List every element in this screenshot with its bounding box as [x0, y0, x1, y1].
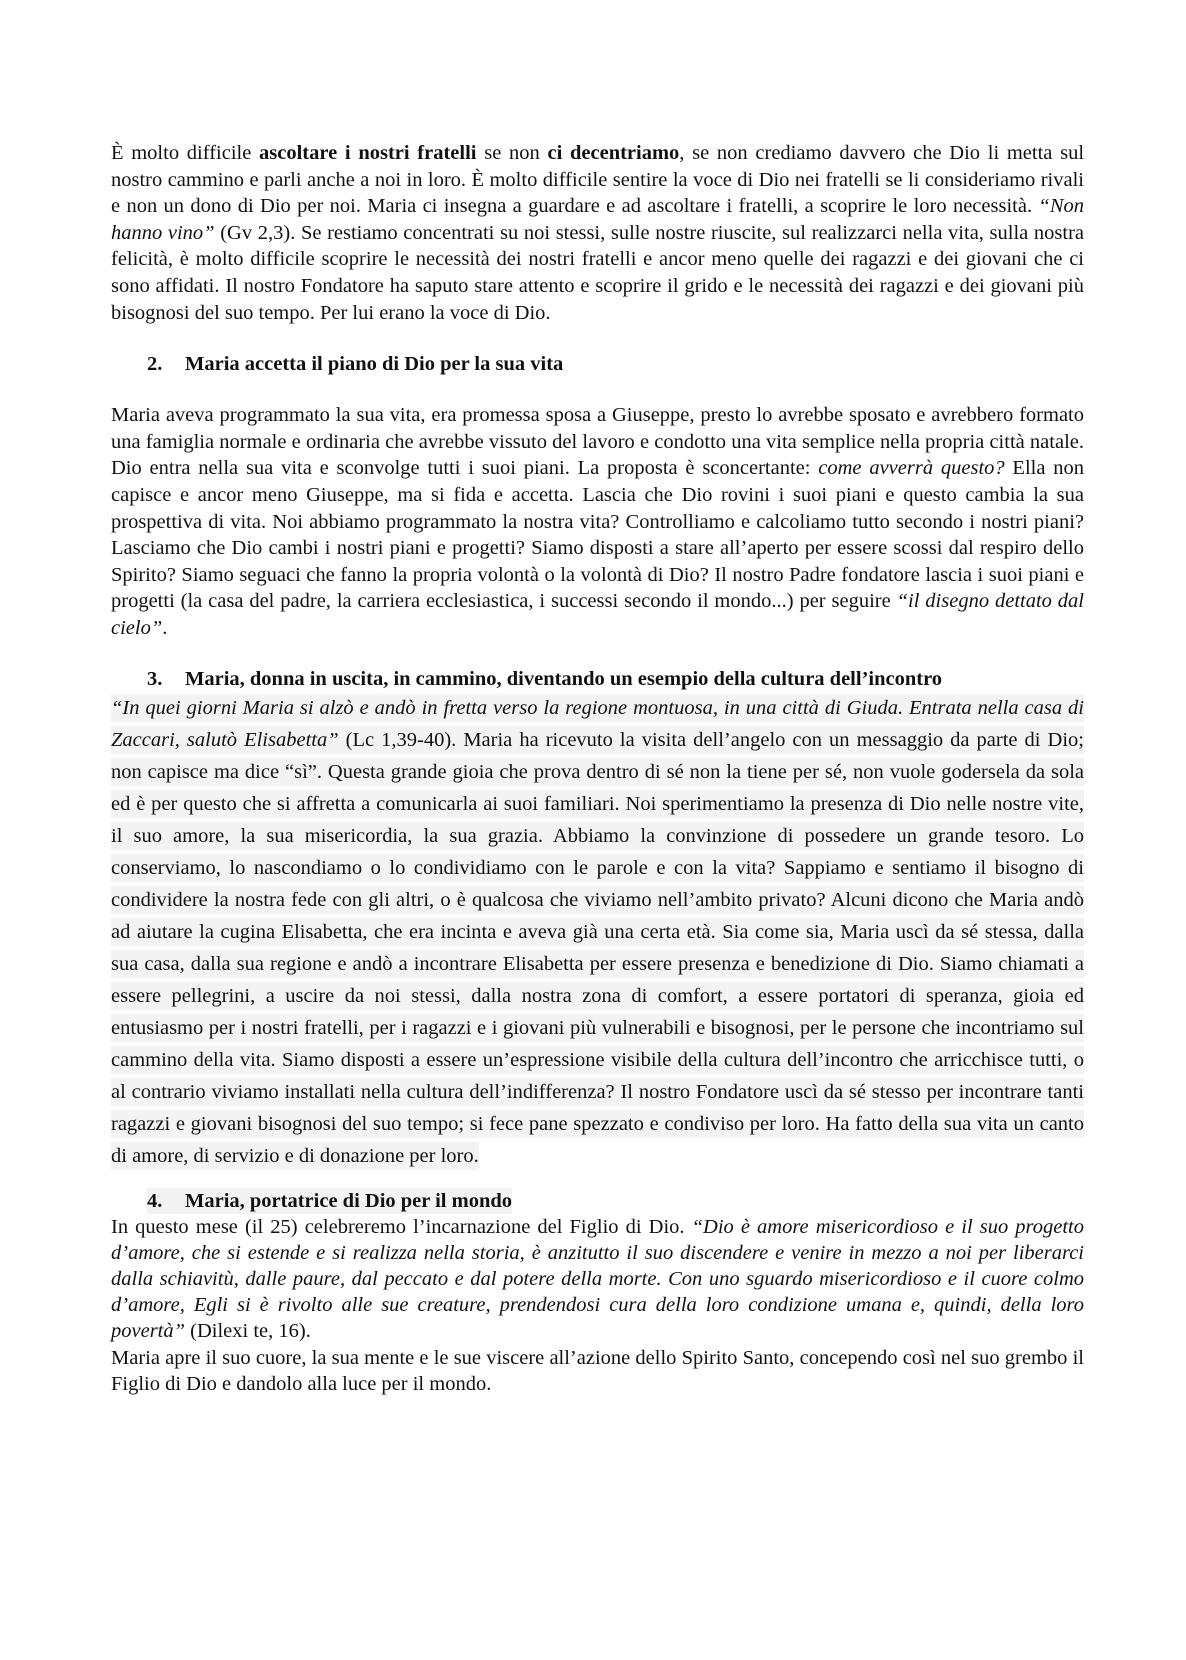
section-number: 3.: [147, 667, 163, 690]
italic-question: come avverrà questo?: [818, 457, 1005, 480]
intro-text: È molto difficile: [111, 142, 260, 164]
quote-non-hanno-vino: “Non hanno vino”: [111, 195, 1084, 244]
quote-disegno: “il disegno dettato dal cielo”: [111, 590, 1084, 639]
section-heading-4: [111, 1188, 1084, 1214]
bold-phrase-ascoltare: ascoltare i nostri fratelli: [259, 142, 477, 164]
intro-paragraph: [111, 140, 1084, 326]
quote-luke: “In quei giorni Maria si alzò e andò in fretta verso la regione montuosa, in una città di Giuda. Entrata nella casa di Zaccari, salutò Elisabetta”: [111, 696, 1084, 751]
body-text: Maria apre il suo cuore, la sua mente e le sue viscere all’azione dello Spirito Santo, concependo così nel suo grembo il Figlio di Dio e dandolo alla luce per il mondo.: [111, 1346, 1084, 1395]
section-4-paragraph-1: [111, 1214, 1084, 1345]
section-number: 4.: [147, 1188, 185, 1214]
section-4-paragraph-2: [111, 1345, 1084, 1397]
section-3-paragraph: [111, 692, 1084, 1172]
quote-dilexi-te: “Dio è amore misericordioso e il suo progetto d’amore, che si estende e si realizza nella storia, è anzitutto il suo discendere e venire in mezzo a noi per liberarci dalla schiavitù, dalle paure, dal peccato e dal potere della morte. Con uno sguardo misericordioso e il cuore colmo d’amore, Egli si è rivolto alle sue creature, prendendosi cura della loro condizione umana e, quindi, della loro povertà”: [111, 1215, 1085, 1343]
body-text: Maria aveva programmato la sua vita, era promessa sposa a Giuseppe, presto lo avrebbe sposato e avrebbero formato una famiglia normale e ordinaria che avrebbe vissuto del lavoro e condotto una vita semplice nella propria città natale. Dio entra nella sua vita e sconvolge tutti i suoi piani. La proposta è sconcertante:: [111, 404, 1084, 480]
section-heading-2: [111, 351, 1084, 377]
intro-text: (Gv 2,3). Se restiamo concentrati su noi stessi, sulle nostre riuscite, sul realizzarci nella vita, sulla nostra felicità, è molto difficile scoprire le necessità dei nostri fratelli e ancor meno quelle dei ragazzi e dei giovani che ci sono affidati. Il nostro Fondatore ha saputo stare attento e scoprire il grido e le necessità dei ragazzi e dei giovani più bisognosi del suo tempo. Per lui erano la voce di Dio.: [111, 221, 1085, 324]
citation: (Dilexi te, 16).: [185, 1320, 311, 1343]
body-text: (Lc 1,39-40). Maria ha ricevuto la visita dell’angelo con un messaggio da parte di Dio; non capisce ma dice “sì”. Questa grande gioia che prova dentro di sé non la tiene per sé, non vuole godersela da sola ed è per questo che si affretta a comunicarla ai suoi familiari. Noi sperimentiamo la presenza di Dio nelle nostre vite, il suo amore, la sua misericordia, la sua grazia. Abbiamo la convinzione di possedere un grande tesoro. Lo conserviamo, lo nascondiamo o lo condividiamo con le parole e con la vita? Sappiamo e sentiamo il bisogno di condividere la nostra fede con gli altri, o è qualcosa che viviamo nell’ambito privato? Alcuni dicono che Maria andò ad aiutare la cugina Elisabetta, che era incinta e aveva già una certa età. Sia come sia, Maria uscì da sé stessa, dalla sua casa, dalla sua regione e andò a incontrare Elisabetta per essere presenza e benedizione di Dio. Siamo chiamati a essere pellegrini, a uscire da noi stessi, dalla nostra zona di comfort, a essere portatori di speranza, gioia ed entusiasmo per i nostri fratelli, per i ragazzi e i giovani più vulnerabili e bisognosi, per le persone che incontriamo sul cammino della vita. Siamo disposti a essere un’espressione visibile della cultura dell’incontro che arricchisce tutti, o al contrario viviamo installati nella cultura dell’indifferenza? Il nostro Fondatore uscì da sé stesso per incontrare tanti ragazzi e giovani bisognosi del suo tempo; si fece pane spezzato e condiviso per loro. Ha fatto della sua vita un canto di amore, di servizio e di donazione per loro.: [111, 728, 1084, 1167]
section-number: 2.: [147, 353, 163, 376]
section-2-paragraph: [111, 402, 1084, 641]
section-heading-3: [111, 666, 1084, 692]
section-4-body: [111, 1214, 1084, 1397]
body-text: Ella non capisce e ancor meno Giuseppe, ma si fida e accetta. Lascia che Dio rovini i suoi piani e questo cambia la sua prospettiva di vita. Noi abbiamo programmato la nostra vita? Controlliamo e calcoliamo tutto secondo i nostri piani? Lasciamo che Dio cambi i nostri piani e progetti? Siamo disposti a stare all’aperto per essere scossi dal respiro dello Spirito? Siamo seguaci che fanno la propria volontà o la volontà di Dio? Il nostro Padre fondatore lascia i suoi piani e progetti (la casa del padre, la carriera ecclesiastica, i successi secondo il mondo...) per seguire: [111, 457, 1084, 613]
body-text: .: [162, 616, 168, 639]
section-title: Maria accetta il piano di Dio per la sua vita: [185, 353, 564, 376]
intro-text: se non: [476, 142, 548, 164]
section-title: Maria, donna in uscita, in cammino, diventando un esempio della cultura dell’incontro: [185, 667, 943, 690]
section-title: Maria, portatrice di Dio per il mondo: [185, 1189, 513, 1212]
highlighted-text: [111, 694, 1084, 1170]
document-page: [111, 140, 1084, 1397]
intro-text: , se non crediamo davvero che Dio li metta sul nostro cammino e parli anche a noi in loro. È molto difficile sentire la voce di Dio nei fratelli se li consideriamo rivali e non un dono di Dio per noi. Maria ci insegna a guardare e ad ascoltare i fratelli, a scoprire le loro necessità.: [111, 142, 1085, 218]
body-text: In questo mese (il 25) celebreremo l’incarnazione del Figlio di Dio.: [111, 1215, 692, 1238]
bold-phrase-decentriamo: ci decentriamo: [547, 142, 680, 164]
